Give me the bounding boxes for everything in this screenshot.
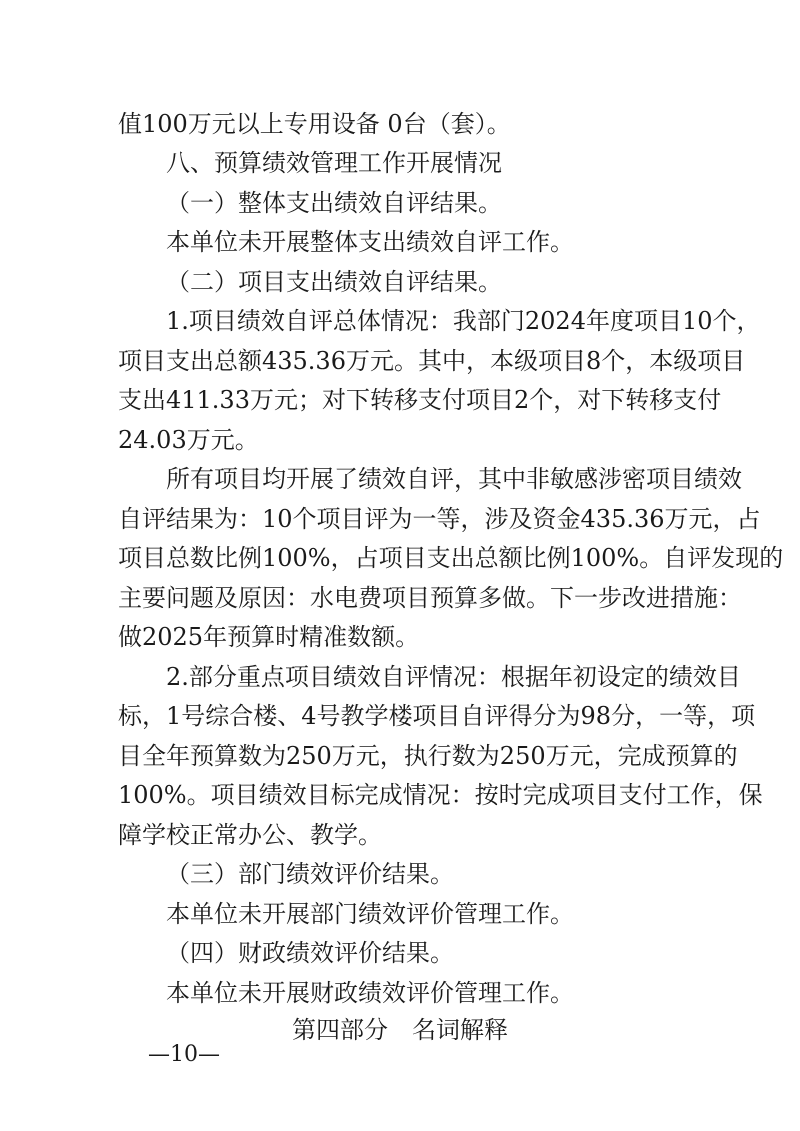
paragraph-line: 标，1号综合楼、4号教学楼项目自评得分为98分，一等，项 bbox=[118, 702, 756, 730]
section-heading-8: 八、预算绩效管理工作开展情况 bbox=[166, 149, 502, 177]
paragraph-line: 1.项目绩效自评总体情况：我部门2024年度项目10个， bbox=[166, 307, 761, 335]
paragraph-line: 支出411.33万元；对下转移支付项目2个，对下转移支付 bbox=[118, 386, 722, 414]
paragraph-line: 做2025年预算时精准数额。 bbox=[118, 623, 420, 651]
paragraph-line: 自评结果为：10个项目评为一等，涉及资金435.36万元，占 bbox=[118, 505, 761, 533]
subsection-heading-2: （二）项目支出绩效自评结果。 bbox=[166, 268, 502, 296]
paragraph-line: 障学校正常办公、教学。 bbox=[118, 821, 382, 849]
subsection-heading-3: （三）部门绩效评价结果。 bbox=[166, 860, 454, 888]
part-title: 第四部分 名词解释 bbox=[292, 1016, 508, 1044]
paragraph-line: 本单位未开展整体支出绩效自评工作。 bbox=[166, 228, 574, 256]
paragraph-line: 2.部分重点项目绩效自评情况：根据年初设定的绩效目 bbox=[166, 663, 741, 691]
paragraph-line: 主要问题及原因：水电费项目预算多做。下一步改进措施： bbox=[118, 584, 742, 612]
paragraph-line: 项目支出总额435.36万元。其中，本级项目8个，本级项目 bbox=[118, 347, 746, 375]
page-number: —10— bbox=[148, 1042, 220, 1067]
text-line-continuation: 值100万元以上专用设备 0台（套）。 bbox=[118, 110, 511, 138]
paragraph-line: 24.03万元。 bbox=[118, 426, 259, 454]
paragraph-line: 本单位未开展部门绩效评价管理工作。 bbox=[166, 900, 574, 928]
paragraph-line: 所有项目均开展了绩效自评，其中非敏感涉密项目绩效 bbox=[166, 465, 742, 493]
paragraph-line: 目全年预算数为250万元，执行数为250万元，完成预算的 bbox=[118, 742, 738, 770]
subsection-heading-1: （一）整体支出绩效自评结果。 bbox=[166, 189, 502, 217]
paragraph-line: 项目总数比例100%，占项目支出总额比例100%。自评发现的 bbox=[118, 544, 784, 572]
paragraph-line: 100%。项目绩效目标完成情况：按时完成项目支付工作，保 bbox=[118, 781, 763, 809]
paragraph-line: 本单位未开展财政绩效评价管理工作。 bbox=[166, 979, 574, 1007]
subsection-heading-4: （四）财政绩效评价结果。 bbox=[166, 939, 454, 967]
